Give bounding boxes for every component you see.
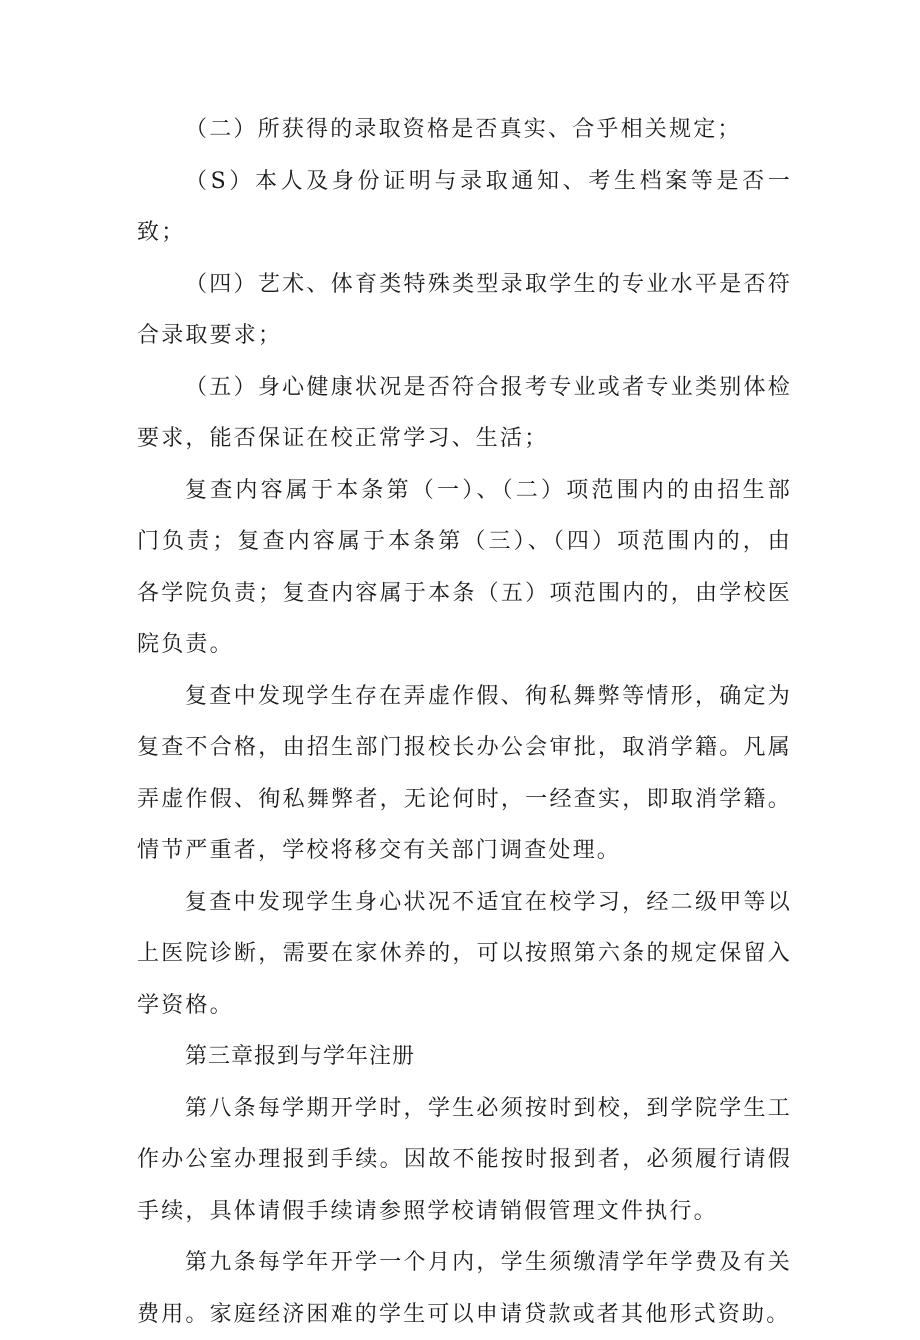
paragraph-review-item-5: （五）身心健康状况是否符合报考专业或者专业类别体检要求，能否保证在校正常学习、生活； — [137, 374, 792, 451]
paragraph-review-item-4: （四）艺术、体育类特殊类型录取学生的专业水平是否符合录取要求； — [137, 271, 792, 348]
document-body — [137, 104, 792, 1340]
paragraph-review-item-3: （S）本人及身份证明与录取通知、考生档案等是否一致； — [137, 168, 792, 245]
chapter-heading: 第三章报到与学年注册 — [185, 1044, 416, 1069]
paragraph-review-fraud: 复查中发现学生存在弄虚作假、徇私舞弊等情形，确定为复查不合格，由招生部门报校长办公会审批，取消学籍。凡属弄虚作假、徇私舞弊者，无论何时，一经查实，即取消学籍。情节严重者，学校将移交有关部门调查处理。 — [137, 683, 792, 863]
paragraph-article-8: 第八条每学期开学时，学生必须按时到校，到学院学生工作办公室办理报到手续。因故不能按时报到者，必须履行请假手续，具体请假手续请参照学校请销假管理文件执行。 — [137, 1095, 792, 1224]
paragraph-article-9: 第九条每学年开学一个月内，学生须缴清学年学费及有关费用。家庭经济困难的学生可以申请贷款或者其他形式资助。 — [137, 1250, 792, 1327]
paragraph-review-health: 复查中发现学生身心状况不适宜在校学习，经二级甲等以上医院诊断，需要在家休养的，可以按照第六条的规定保留入学资格。 — [137, 889, 792, 1018]
paragraph-review-responsibility: 复查内容属于本条第（一）、（二）项范围内的由招生部门负责；复查内容属于本条第（三）、（四）项范围内的，由各学院负责；复查内容属于本条（五）项范围内的，由学校医院负责。 — [137, 477, 792, 657]
paragraph-review-item-2: （二）所获得的录取资格是否真实、合乎相关规定； — [185, 117, 742, 142]
